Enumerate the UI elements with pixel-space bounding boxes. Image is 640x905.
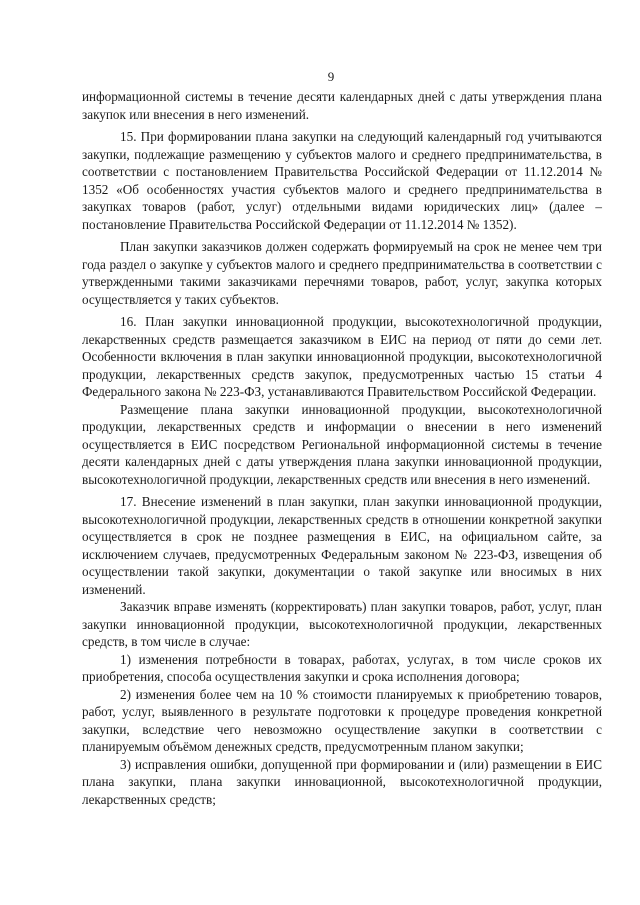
page-number: 9: [327, 69, 335, 84]
paragraph: 15. При формировании плана закупки на следующий календарный год учитываются закупки, подлежащие размещению у субъектов малого и среднего предпринимательства, в соответствии с постановлением Правительства Российской Федерации от 11.12.2014 № 1352 «Об особенностях участия субъектов малого и среднего предпринимательства в закупках товаров (работ, услуг) отдельными видами юридических лиц» (далее – постановление Правительства Российской Федерации от 11.12.2014 № 1352).: [82, 129, 602, 232]
paragraph: 2) изменения более чем на 10 % стоимости планируемых к приобретению товаров, работ, услуг, выявленного в результате подготовки к процедуре проведения конкретной закупки, вследствие чего невозможно осуществление закупки в соответствии с планируемым объёмом денежных средств, предусмотренным планом закупки;: [82, 686, 602, 754]
paragraph: информационной системы в течение десяти календарных дней с даты утверждения плана закупок или внесения в него изменений.: [82, 89, 602, 122]
document-body: [82, 88, 602, 808]
paragraph: 16. План закупки инновационной продукции, высокотехнологичной продукции, лекарственных средств размещается заказчиком в ЕИС на период от пяти до семи лет. Особенности включения в план закупки инновационной продукции, высокотехнологичной продукции, лекарственных средств закупок, предусмотренных частью 15 статьи 4 Федерального закона № 223-ФЗ, устанавливаются Правительством Российской Федерации.: [82, 314, 602, 399]
paragraph: 3) исправления ошибки, допущенной при формировании и (или) размещении в ЕИС плана закупки, плана закупки инновационной, высокотехнологичной продукции, лекарственных средств;: [82, 756, 602, 807]
paragraph: План закупки заказчиков должен содержать формируемый на срок не менее чем три года раздел о закупке у субъектов малого и среднего предпринимательства в соответствии с утвержденными такими заказчиками перечнями товаров, работ, услуг, закупка которых осуществляется у таких субъектов.: [82, 239, 602, 307]
paragraph: Заказчик вправе изменять (корректировать) план закупки товаров, работ, услуг, план закупки инновационной продукции, высокотехнологичной продукции, лекарственных средств, в том числе в случае:: [82, 599, 602, 649]
paragraph: 1) изменения потребности в товарах, работах, услугах, в том числе сроков их приобретения, способа осуществления закупки и срока исполнения договора;: [82, 651, 602, 684]
paragraph: Размещение плана закупки инновационной продукции, высокотехнологичной продукции, лекарственных средств и информации о внесении в него изменений осуществляется в ЕИС посредством Региональной информационной системы в течение десяти календарных дней с даты утверждения плана закупки инновационной продукции, высокотехнологичной продукции, лекарственных средств или внесения в него изменений.: [82, 401, 602, 487]
paragraph: 17. Внесение изменений в план закупки, план закупки инновационной продукции, высокотехнологичной продукции, лекарственных средств в отношении конкретной закупки осуществляется в срок не позднее размещения в ЕИС, на официальном сайте, за исключением случаев, предусмотренных Федеральным законом № 223-ФЗ, извещения об осуществлении такой закупки, документации о такой закупке или вносимых в них изменений.: [82, 494, 602, 597]
